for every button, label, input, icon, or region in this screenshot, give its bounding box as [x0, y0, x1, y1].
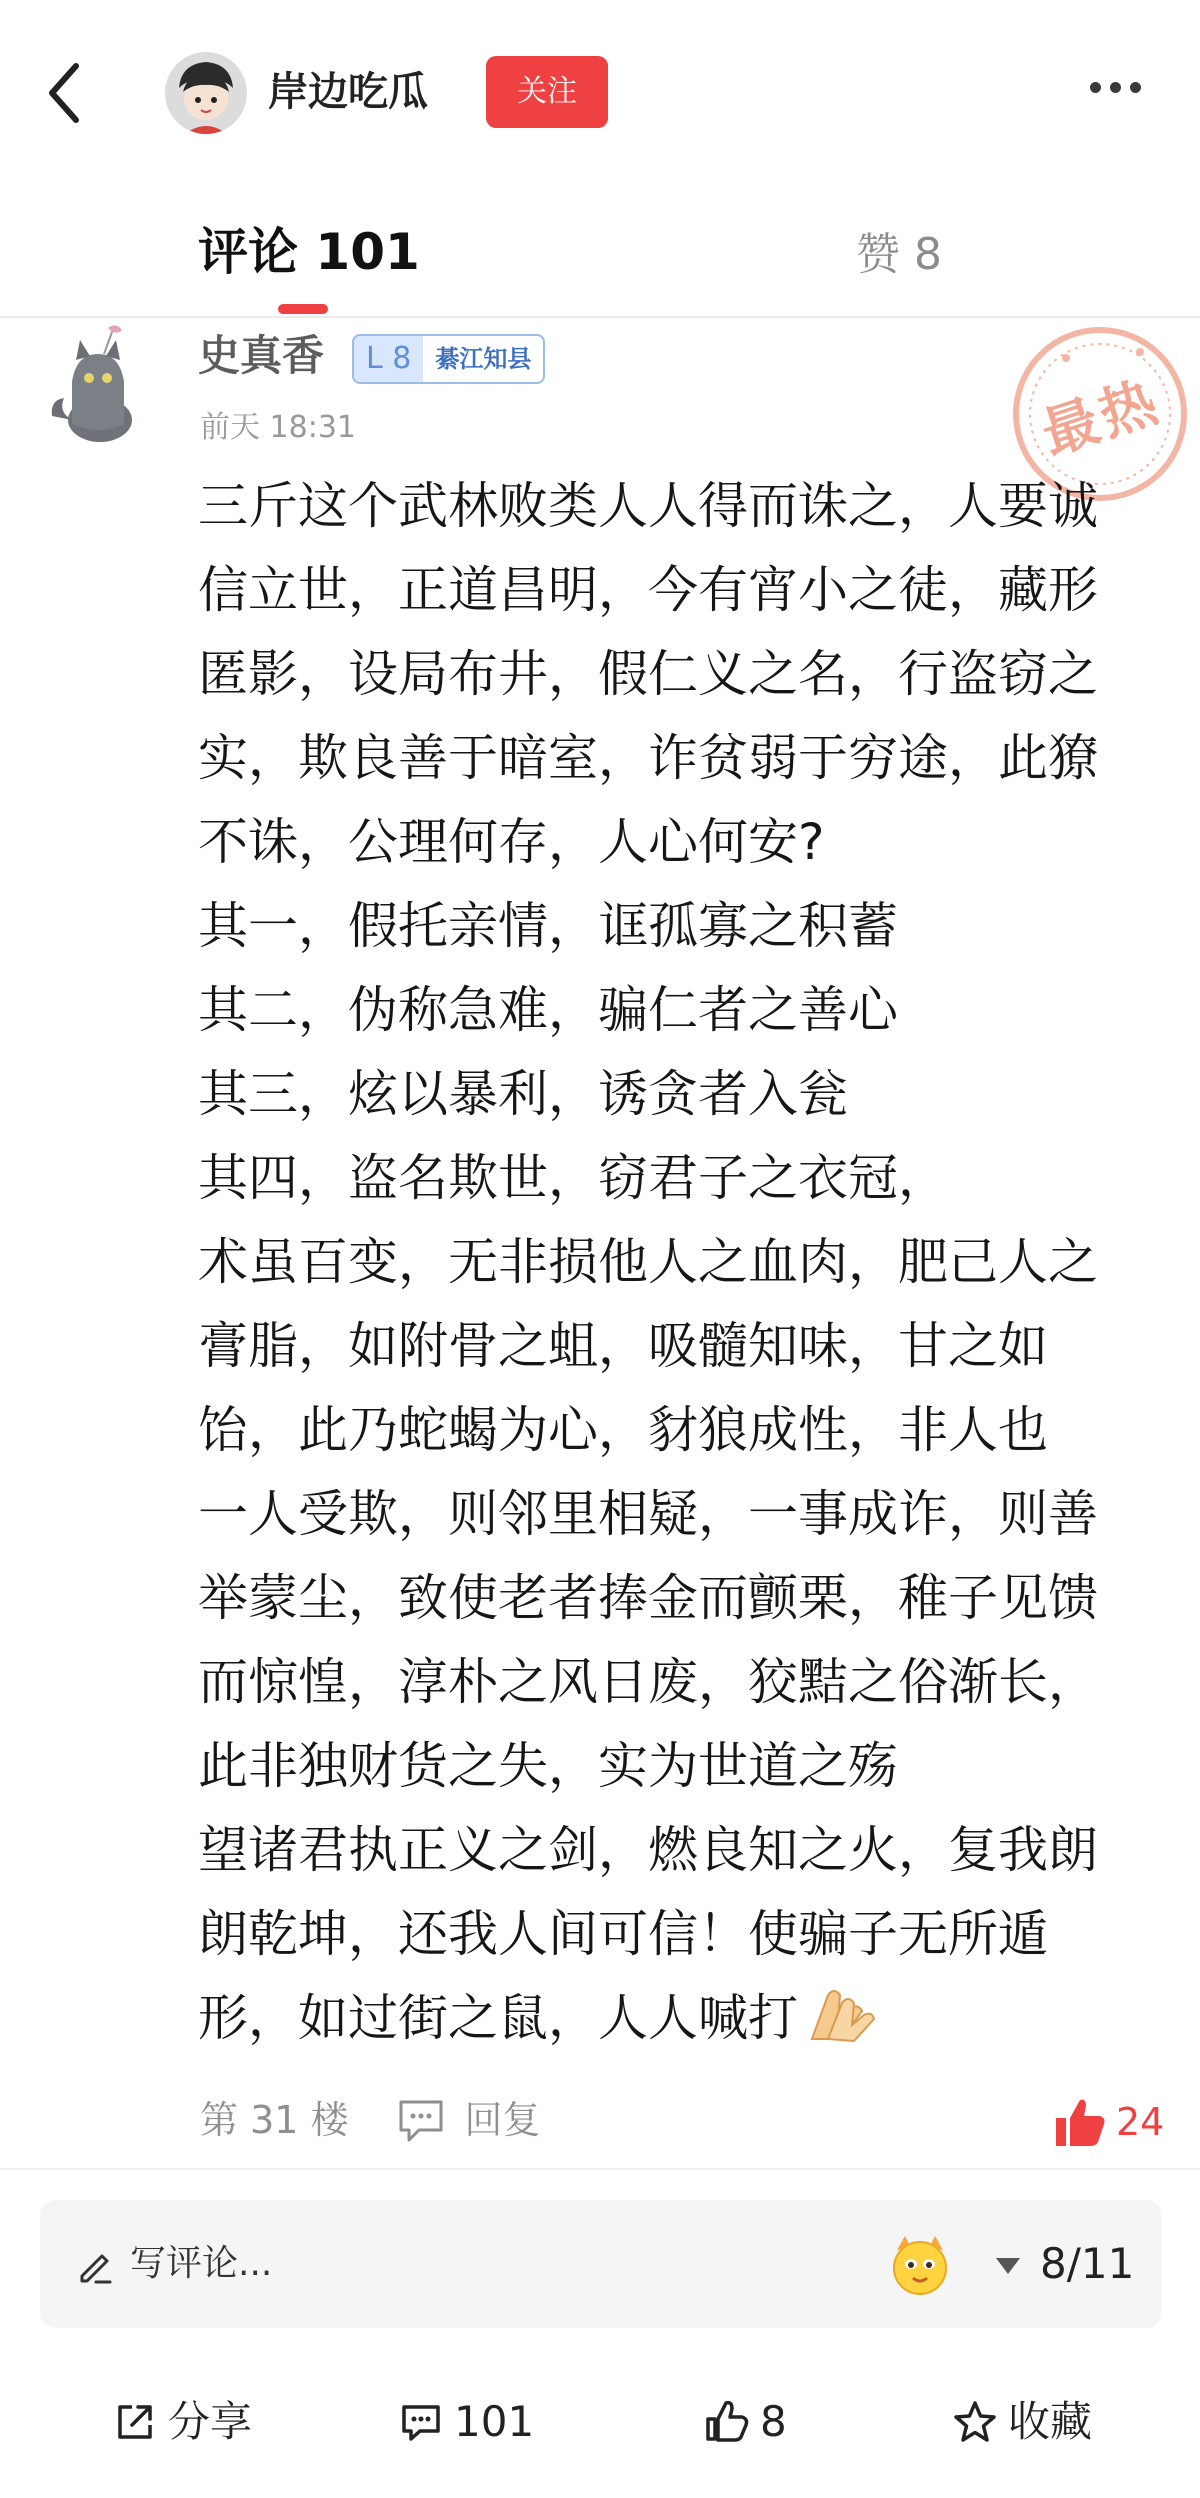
thumbs-up-outline-icon: [704, 2399, 750, 2445]
comment-tabs: [0, 200, 1200, 318]
active-tab-indicator: [278, 304, 328, 314]
comment-line: 望诸君执正义之剑，燃良知之火，复我朗: [198, 1821, 1098, 1879]
comment-line: 其一，假托亲情，诓孤寡之积蓄: [198, 897, 898, 955]
comment-line: 举蒙尘，致使老者捧金而颤栗，稚子见馈: [198, 1569, 1098, 1627]
comment-line: 而惊惶，淳朴之风日废，狡黠之俗渐长，: [198, 1653, 1098, 1711]
comment-line: 信立世，正道昌明，今有宵小之徒，藏形: [198, 561, 1098, 619]
divider: [0, 2168, 1200, 2170]
dropdown-triangle-icon[interactable]: [994, 2256, 1022, 2276]
more-options-icon[interactable]: [1090, 78, 1150, 102]
favorite-label: 收藏: [1008, 2397, 1093, 2446]
reply-button[interactable]: 回复: [464, 2098, 541, 2142]
author-name[interactable]: 岸边吃瓜: [268, 69, 428, 115]
praying-hands-icon: [798, 1981, 878, 2045]
level-title: 綦江知县: [423, 336, 543, 382]
like-button[interactable]: [704, 2390, 787, 2454]
comments-button[interactable]: [398, 2390, 534, 2454]
star-icon: [952, 2399, 998, 2445]
follow-button[interactable]: 关注: [486, 56, 608, 128]
comment-line: 术虽百变，无非损他人之血肉，肥己人之: [198, 1233, 1098, 1291]
comment-line: 不诛，公理何存，人心何安?: [198, 813, 825, 871]
comment-body: [198, 464, 1164, 2060]
commenter-name[interactable]: 史真香: [198, 331, 325, 380]
page-indicator[interactable]: 8/11: [1040, 2239, 1135, 2288]
share-label: 分享: [168, 2397, 253, 2446]
comment-line: 膏脂，如附骨之蛆，吸髓知味，甘之如: [198, 1317, 1048, 1375]
comment-line-last: [198, 1976, 1164, 2060]
comment-icon: [398, 2399, 444, 2445]
share-button[interactable]: [112, 2390, 252, 2454]
hot-stamp-label: 最热: [1034, 368, 1169, 468]
emoji-icon[interactable]: [885, 2230, 955, 2300]
comment-line: 此非独财货之失，实为世道之殇: [198, 1737, 898, 1795]
comment-time: 前天 18:31: [200, 410, 356, 445]
bottom-action-bar: [0, 2350, 1200, 2498]
comment-input-placeholder[interactable]: 写评论...: [130, 2243, 273, 2284]
top-bar: [0, 0, 1200, 190]
comment-like-count: 24: [1116, 2100, 1165, 2144]
comment-like-button[interactable]: [1052, 2092, 1164, 2152]
thumbs-up-icon: [1052, 2094, 1108, 2150]
favorite-button[interactable]: [952, 2390, 1092, 2454]
comment-count: 101: [454, 2397, 535, 2446]
reply-icon[interactable]: [395, 2096, 447, 2144]
comment-line: 朗乾坤，还我人间可信！使骗子无所遁: [198, 1905, 1048, 1963]
comment-line: 实，欺良善于暗室，诈贫弱于穷途，此獠: [198, 729, 1098, 787]
comment-meta: [200, 2090, 541, 2150]
level-badge: [352, 334, 545, 384]
comment-line: 饴，此乃蛇蝎为心，豺狼成性，非人也: [198, 1401, 1048, 1459]
level-label: L 8: [354, 336, 423, 382]
commenter-avatar[interactable]: [42, 320, 150, 444]
tab-likes[interactable]: 赞 8: [856, 229, 942, 280]
pen-icon: [74, 2246, 114, 2286]
comment-line: 匿影，设局布井，假仁义之名，行盗窃之: [198, 645, 1098, 703]
comment-line: 一人受欺，则邻里相疑，一事成诈，则善: [198, 1485, 1098, 1543]
comment-last-text: 形，如过街之鼠，人人喊打: [198, 1989, 798, 2047]
floor-number: 第 31 楼: [200, 2098, 349, 2142]
comment-input-bar[interactable]: [40, 2200, 1162, 2328]
back-arrow-icon[interactable]: [42, 58, 92, 128]
like-count: 8: [760, 2397, 787, 2446]
comment-line: 其四，盗名欺世，窃君子之衣冠，: [198, 1149, 948, 1207]
comment-line: 三斤这个武林败类人人得而诛之，人要诚: [198, 477, 1098, 535]
share-icon: [112, 2399, 158, 2445]
author-avatar[interactable]: [165, 52, 247, 134]
comment-line: 其二，伪称急难，骗仁者之善心: [198, 981, 898, 1039]
tab-comments[interactable]: 评论 101: [198, 223, 420, 281]
comment-line: 其三，炫以暴利，诱贪者入瓮: [198, 1065, 848, 1123]
